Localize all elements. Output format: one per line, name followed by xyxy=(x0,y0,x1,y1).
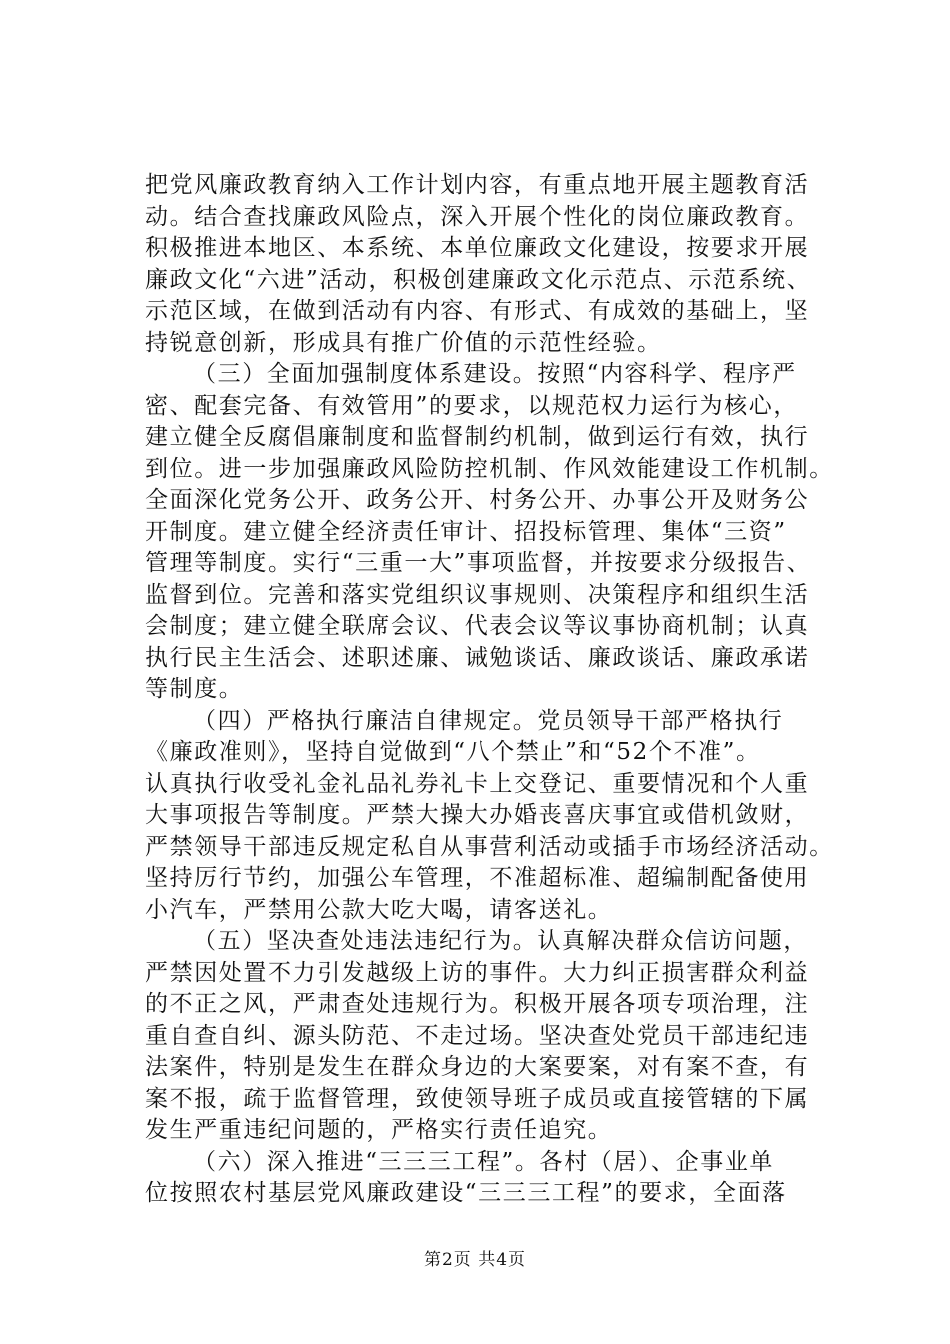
text-line: 等制度。 xyxy=(145,676,244,702)
text-line: 坚持厉行节约，加强公车管理，不准超标准、超编制配备使用 xyxy=(145,865,810,891)
text-line: 大事项报告等制度。严禁大操大办婚丧喜庆事宜或借机敛财， xyxy=(145,802,810,828)
text-line: 开制度。建立健全经济责任审计、招投标管理、集体“三资” xyxy=(145,518,787,545)
text-line: 小汽车，严禁用公款大吃大喝，请客送礼。 xyxy=(145,896,613,923)
text-line: 法案件，特别是发生在群众身边的大案要案，对有案不查，有 xyxy=(145,1054,810,1080)
page-number-footer: 第2页 共4页 xyxy=(423,1250,527,1270)
text-line: 认真执行收受礼金礼品礼券礼卡上交登记、重要情况和个人重 xyxy=(145,770,810,797)
section-heading-line: （六）深入推进“三三三工程”。各村（居）、企事业单 xyxy=(193,1148,775,1175)
text-line: 的不正之风，严肃查处违规行为。积极开展各项专项治理，注 xyxy=(145,991,810,1017)
text-line: 严禁因处置不力引发越级上访的事件。大力纠正损害群众利益 xyxy=(145,959,810,986)
section-heading-line: （四）严格执行廉洁自律规定。党员领导干部严格执行 xyxy=(193,707,784,734)
section-heading-line: （三）全面加强制度体系建设。按照“内容科学、程序严 xyxy=(193,361,797,387)
text-line: 监督到位。完善和落实党组织议事规则、决策程序和组织生活 xyxy=(145,581,810,608)
text-line: 执行民主生活会、述职述廉、诫勉谈话、廉政谈话、廉政承诺 xyxy=(145,644,810,671)
text-line: 把党风廉政教育纳入工作计划内容，有重点地开展主题教育活 xyxy=(145,172,810,198)
text-line: 积极推进本地区、本系统、本单位廉政文化建设，按要求开展 xyxy=(145,235,810,261)
text-line: 示范区域，在做到活动有内容、有形式、有成效的基础上，坚 xyxy=(145,298,810,324)
text-line: 重自查自纠、源头防范、不走过场。坚决查处党员干部违纪违 xyxy=(145,1022,810,1049)
text-line: 动。结合查找廉政风险点，深入开展个性化的岗位廉政教育。 xyxy=(145,203,810,230)
text-line: 会制度；建立健全联席会议、代表会议等议事协商机制；认真 xyxy=(145,613,810,639)
text-line: 持锐意创新，形成具有推广价值的示范性经验。 xyxy=(145,329,662,356)
text-line: 廉政文化“六进”活动，积极创建廉政文化示范点、示范系统、 xyxy=(145,266,812,293)
document-body xyxy=(145,170,835,1210)
text-line: 严禁领导干部违反规定私自从事营利活动或插手市场经济活动。 xyxy=(145,833,834,860)
text-line: 位按照农村基层党风廉政建设“三三三工程”的要求，全面落 xyxy=(145,1180,787,1206)
text-line: 《廉政准则》，坚持自觉做到“八个禁止”和“52个不准”。 xyxy=(145,739,761,765)
text-line: 全面深化党务公开、政务公开、村务公开、办事公开及财务公 xyxy=(145,487,810,513)
text-line: 到位。进一步加强廉政风险防控机制、作风效能建设工作机制。 xyxy=(145,455,834,482)
text-line: 发生严重违纪问题的，严格实行责任追究。 xyxy=(145,1117,613,1143)
text-line: 管理等制度。实行“三重一大”事项监督，并按要求分级报告、 xyxy=(145,550,812,576)
text-line: 建立健全反腐倡廉制度和监督制约机制，做到运行有效，执行 xyxy=(145,424,810,450)
text-line: 密、配套完备、有效管用”的要求，以规范权力运行为核心， xyxy=(145,392,798,419)
text-line: 案不报，疏于监督管理，致使领导班子成员或直接管辖的下属 xyxy=(145,1085,810,1112)
section-heading-line: （五）坚决查处违法违纪行为。认真解决群众信访问题， xyxy=(193,928,808,954)
